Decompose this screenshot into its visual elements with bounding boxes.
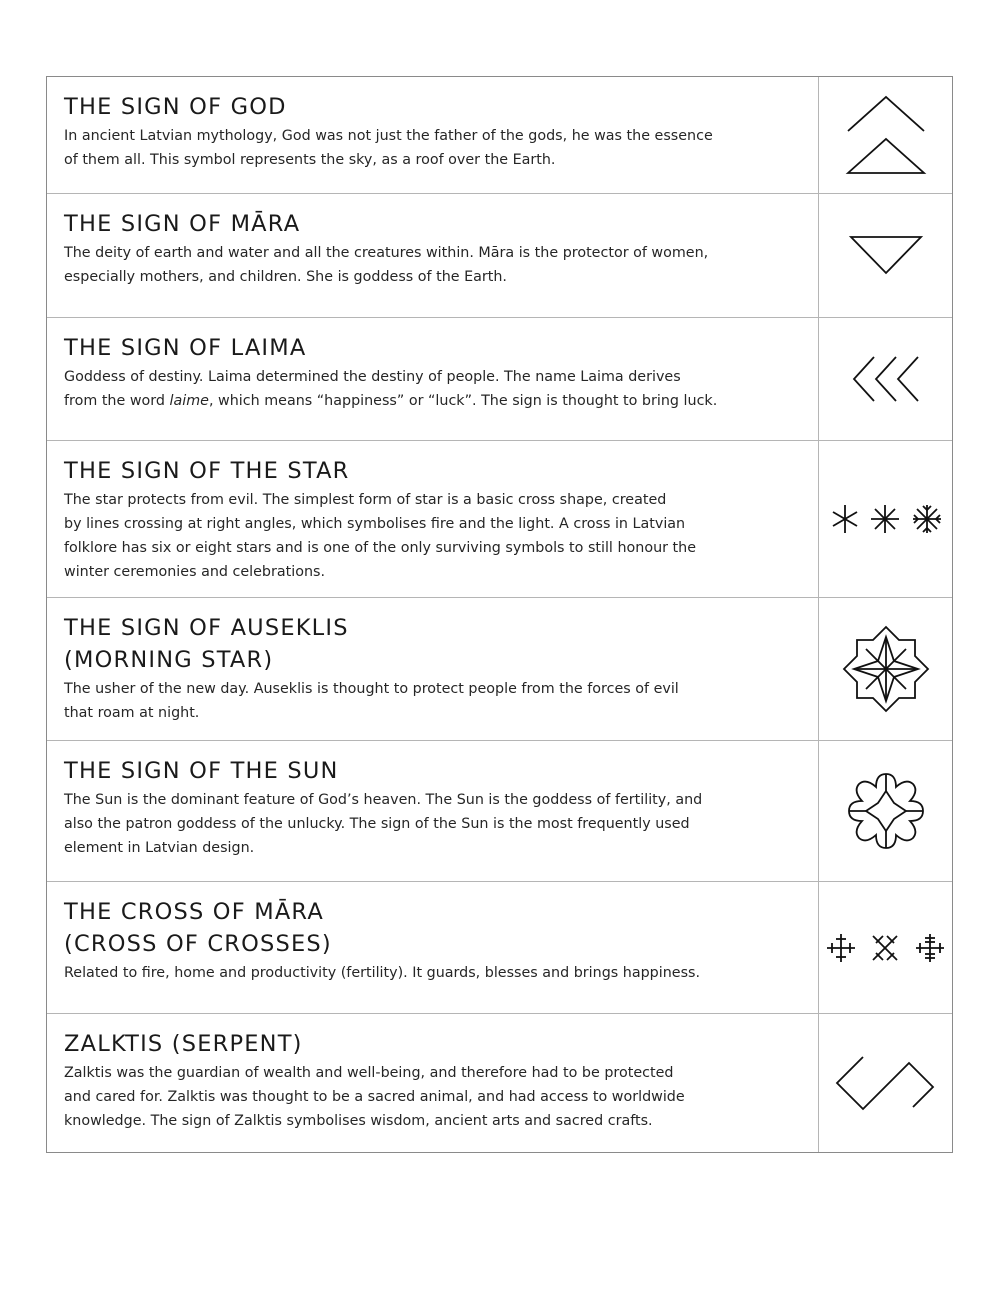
sign-row-god [47, 77, 952, 193]
sun-sign-icon [818, 741, 952, 881]
sign-title: THE SIGN OF AUSEKLIS (MORNING STAR) [64, 615, 349, 673]
sign-title: ZALKTIS (SERPENT) [64, 1031, 303, 1057]
sign-title: THE SIGN OF THE STAR [64, 458, 350, 484]
sign-description: The usher of the new day. Auseklis is thought to protect people from the forces of evil that roam at night. [64, 681, 679, 721]
sign-title: THE SIGN OF LAIMA [64, 335, 307, 361]
sign-row-mara [47, 193, 952, 317]
zalktis-sign-icon [818, 1014, 952, 1152]
sign-description: The deity of earth and water and all the creatures within. Māra is the protector of women, especially mothers, and children. She is goddess of the Earth. [64, 245, 709, 285]
mara-sign-icon [818, 194, 952, 317]
sign-title: THE SIGN OF THE SUN [64, 758, 339, 784]
sign-title: THE SIGN OF MĀRA [64, 211, 301, 237]
sign-description: The star protects from evil. The simplest form of star is a basic cross shape, created by lines crossing at right angles, which symbolises fire and the light. A cross in Latvian folklore has six or eight stars and is one of the only surviving symbols to still honour the winter ceremonies and celebrations. [64, 492, 697, 580]
sign-row-auseklis [47, 597, 952, 740]
sign-title: THE SIGN OF GOD [64, 94, 287, 120]
auseklis-sign-icon [818, 598, 952, 740]
sign-row-sun [47, 740, 952, 881]
sign-description: Related to fire, home and productivity (fertility). It guards, blesses and brings happiness. [64, 965, 701, 981]
sign-row-zalktis [47, 1013, 952, 1152]
sign-description: The Sun is the dominant feature of God’s heaven. The Sun is the goddess of fertility, and also the patron goddess of the unlucky. The sign of the Sun is the most frequently used element in Latvian design. [64, 792, 703, 856]
sign-row-star [47, 440, 952, 597]
god-sign-icon [818, 77, 952, 193]
sign-description: In ancient Latvian mythology, God was not just the father of the gods, he was the essence of them all. This symbol represents the sky, as a roof over the Earth. [64, 128, 713, 168]
star-sign-icon [818, 441, 952, 597]
signs-table [46, 76, 953, 1153]
sign-description: Zalktis was the guardian of wealth and well-being, and therefore had to be protected and cared for. Zalktis was thought to be a sacred animal, and had access to worldwide knowledge. The sign of Zalktis symbolises wisdom, ancient arts and sacred crafts. [64, 1065, 685, 1129]
sign-title: THE CROSS OF MĀRA (CROSS OF CROSSES) [64, 899, 332, 957]
mara-cross-icon [818, 882, 952, 1013]
laima-sign-icon [818, 318, 952, 440]
sign-description: Goddess of destiny. Laima determined the destiny of people. The name Laima derives from the word laime, which means “happiness” or “luck”. The sign is thought to bring luck. [64, 369, 718, 409]
sign-row-laima [47, 317, 952, 440]
sign-row-mara-cross [47, 881, 952, 1013]
